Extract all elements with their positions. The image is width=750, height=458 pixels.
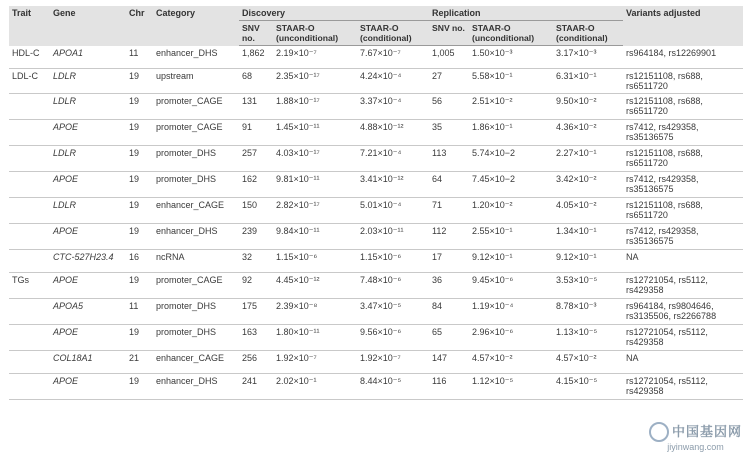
cell-trait bbox=[9, 146, 50, 172]
cell-replication-snv: 56 bbox=[429, 94, 469, 120]
cell-discovery-conditional: 1.92×10⁻⁷ bbox=[357, 351, 429, 374]
cell-replication-snv: 1,005 bbox=[429, 46, 469, 69]
cell-variants-adjusted: rs12721054, rs5112, rs429358 bbox=[623, 325, 743, 351]
cell-discovery-unconditional: 2.82×10⁻¹⁷ bbox=[273, 198, 357, 224]
cell-discovery-unconditional: 4.03×10⁻¹⁷ bbox=[273, 146, 357, 172]
table-row bbox=[9, 146, 743, 172]
cell-trait bbox=[9, 351, 50, 374]
cell-discovery-conditional: 3.47×10⁻⁵ bbox=[357, 299, 429, 325]
cell-discovery-unconditional: 2.39×10⁻⁸ bbox=[273, 299, 357, 325]
cell-trait bbox=[9, 198, 50, 224]
cell-replication-snv: 112 bbox=[429, 224, 469, 250]
table-row bbox=[9, 46, 743, 69]
cell-variants-adjusted: rs12721054, rs5112, rs429358 bbox=[623, 273, 743, 299]
header-trait: Trait bbox=[9, 6, 50, 46]
cell-chr: 11 bbox=[126, 299, 153, 325]
cell-replication-conditional: 6.31×10⁻¹ bbox=[553, 69, 623, 94]
table-header bbox=[9, 6, 743, 46]
cell-replication-conditional: 3.42×10⁻² bbox=[553, 172, 623, 198]
cell-discovery-unconditional: 4.45×10⁻¹² bbox=[273, 273, 357, 299]
cell-discovery-conditional: 7.21×10⁻⁴ bbox=[357, 146, 429, 172]
cell-trait: LDL-C bbox=[9, 69, 50, 94]
header-replication-snv: SNV no. bbox=[429, 21, 469, 46]
cell-replication-snv: 17 bbox=[429, 250, 469, 273]
cell-discovery-snv: 68 bbox=[239, 69, 273, 94]
cell-gene: LDLR bbox=[50, 69, 126, 94]
table-row bbox=[9, 325, 743, 351]
cell-replication-unconditional: 1.19×10⁻⁴ bbox=[469, 299, 553, 325]
cell-replication-snv: 27 bbox=[429, 69, 469, 94]
cell-replication-snv: 113 bbox=[429, 146, 469, 172]
cell-discovery-snv: 256 bbox=[239, 351, 273, 374]
header-variants-adjusted: Variants adjusted bbox=[623, 6, 743, 46]
cell-chr: 11 bbox=[126, 46, 153, 69]
watermark bbox=[649, 421, 742, 452]
cell-replication-snv: 116 bbox=[429, 374, 469, 400]
cell-variants-adjusted: rs964184, rs9804646, rs3135506, rs2266788 bbox=[623, 299, 743, 325]
cell-variants-adjusted: rs12151108, rs688, rs6511720 bbox=[623, 69, 743, 94]
cell-discovery-conditional: 5.01×10⁻⁴ bbox=[357, 198, 429, 224]
cell-category: enhancer_DHS bbox=[153, 46, 239, 69]
cell-discovery-unconditional: 2.35×10⁻¹⁷ bbox=[273, 69, 357, 94]
cell-discovery-snv: 92 bbox=[239, 273, 273, 299]
header-discovery: Discovery bbox=[239, 6, 429, 21]
header-chr: Chr bbox=[126, 6, 153, 46]
cell-trait bbox=[9, 172, 50, 198]
cell-trait bbox=[9, 374, 50, 400]
cell-variants-adjusted: NA bbox=[623, 250, 743, 273]
cell-discovery-conditional: 1.15×10⁻⁶ bbox=[357, 250, 429, 273]
header-discovery-conditional: STAAR-O (conditional) bbox=[357, 21, 429, 46]
cell-discovery-conditional: 3.41×10⁻¹² bbox=[357, 172, 429, 198]
cell-gene: APOE bbox=[50, 273, 126, 299]
cell-discovery-conditional: 2.03×10⁻¹¹ bbox=[357, 224, 429, 250]
cell-replication-conditional: 4.05×10⁻² bbox=[553, 198, 623, 224]
cell-replication-snv: 65 bbox=[429, 325, 469, 351]
cell-variants-adjusted: rs12721054, rs5112, rs429358 bbox=[623, 374, 743, 400]
cell-discovery-snv: 150 bbox=[239, 198, 273, 224]
cell-chr: 19 bbox=[126, 69, 153, 94]
cell-replication-conditional: 2.27×10⁻¹ bbox=[553, 146, 623, 172]
cell-trait bbox=[9, 325, 50, 351]
cell-gene: COL18A1 bbox=[50, 351, 126, 374]
cell-discovery-conditional: 4.24×10⁻⁴ bbox=[357, 69, 429, 94]
cell-chr: 19 bbox=[126, 172, 153, 198]
cell-gene: CTC-527H23.4 bbox=[50, 250, 126, 273]
cell-gene: APOE bbox=[50, 120, 126, 146]
cell-category: promoter_CAGE bbox=[153, 273, 239, 299]
cell-replication-unconditional: 5.58×10⁻¹ bbox=[469, 69, 553, 94]
cell-replication-conditional: 1.13×10⁻⁵ bbox=[553, 325, 623, 351]
cell-replication-conditional: 4.15×10⁻⁵ bbox=[553, 374, 623, 400]
cell-gene: APOE bbox=[50, 374, 126, 400]
cell-replication-conditional: 4.36×10⁻² bbox=[553, 120, 623, 146]
cell-discovery-unconditional: 1.88×10⁻¹⁷ bbox=[273, 94, 357, 120]
cell-gene: APOA1 bbox=[50, 46, 126, 69]
cell-discovery-unconditional: 1.15×10⁻⁶ bbox=[273, 250, 357, 273]
cell-discovery-unconditional: 2.02×10⁻¹ bbox=[273, 374, 357, 400]
table-row bbox=[9, 299, 743, 325]
cell-replication-snv: 84 bbox=[429, 299, 469, 325]
cell-replication-conditional: 4.57×10⁻² bbox=[553, 351, 623, 374]
cell-replication-unconditional: 1.50×10⁻³ bbox=[469, 46, 553, 69]
cell-replication-unconditional: 7.45×10−2 bbox=[469, 172, 553, 198]
watermark-logo-icon bbox=[649, 422, 669, 442]
cell-replication-unconditional: 2.55×10⁻¹ bbox=[469, 224, 553, 250]
cell-trait bbox=[9, 250, 50, 273]
cell-discovery-conditional: 3.37×10⁻⁴ bbox=[357, 94, 429, 120]
cell-chr: 19 bbox=[126, 120, 153, 146]
table-row bbox=[9, 374, 743, 400]
cell-gene: LDLR bbox=[50, 94, 126, 120]
cell-category: promoter_CAGE bbox=[153, 120, 239, 146]
cell-chr: 19 bbox=[126, 224, 153, 250]
header-replication-unconditional: STAAR-O (unconditional) bbox=[469, 21, 553, 46]
cell-category: promoter_CAGE bbox=[153, 94, 239, 120]
table-row bbox=[9, 198, 743, 224]
cell-replication-unconditional: 9.12×10⁻¹ bbox=[469, 250, 553, 273]
cell-trait bbox=[9, 94, 50, 120]
cell-variants-adjusted: rs12151108, rs688, rs6511720 bbox=[623, 146, 743, 172]
cell-replication-unconditional: 1.12×10⁻⁵ bbox=[469, 374, 553, 400]
cell-discovery-snv: 162 bbox=[239, 172, 273, 198]
cell-replication-conditional: 3.53×10⁻⁵ bbox=[553, 273, 623, 299]
cell-discovery-unconditional: 1.92×10⁻⁷ bbox=[273, 351, 357, 374]
cell-replication-snv: 147 bbox=[429, 351, 469, 374]
cell-category: enhancer_CAGE bbox=[153, 351, 239, 374]
cell-replication-unconditional: 9.45×10⁻⁶ bbox=[469, 273, 553, 299]
cell-gene: LDLR bbox=[50, 198, 126, 224]
cell-discovery-snv: 1,862 bbox=[239, 46, 273, 69]
cell-trait bbox=[9, 224, 50, 250]
cell-category: promoter_DHS bbox=[153, 146, 239, 172]
cell-discovery-snv: 163 bbox=[239, 325, 273, 351]
table-row bbox=[9, 351, 743, 374]
cell-replication-unconditional: 1.86×10⁻¹ bbox=[469, 120, 553, 146]
cell-replication-snv: 35 bbox=[429, 120, 469, 146]
cell-trait: HDL-C bbox=[9, 46, 50, 69]
cell-discovery-snv: 175 bbox=[239, 299, 273, 325]
cell-discovery-conditional: 7.67×10⁻⁷ bbox=[357, 46, 429, 69]
cell-chr: 16 bbox=[126, 250, 153, 273]
table-row bbox=[9, 172, 743, 198]
header-discovery-unconditional: STAAR-O (unconditional) bbox=[273, 21, 357, 46]
table-row bbox=[9, 69, 743, 94]
cell-variants-adjusted: rs12151108, rs688, rs6511720 bbox=[623, 94, 743, 120]
cell-variants-adjusted: rs964184, rs12269901 bbox=[623, 46, 743, 69]
header-replication: Replication bbox=[429, 6, 623, 21]
cell-trait bbox=[9, 299, 50, 325]
cell-category: promoter_DHS bbox=[153, 172, 239, 198]
cell-discovery-unconditional: 2.19×10⁻⁷ bbox=[273, 46, 357, 69]
table-body bbox=[9, 46, 743, 400]
cell-discovery-unconditional: 9.84×10⁻¹¹ bbox=[273, 224, 357, 250]
cell-replication-unconditional: 2.96×10⁻⁶ bbox=[469, 325, 553, 351]
cell-gene: LDLR bbox=[50, 146, 126, 172]
cell-category: promoter_DHS bbox=[153, 325, 239, 351]
cell-replication-conditional: 9.12×10⁻¹ bbox=[553, 250, 623, 273]
cell-chr: 19 bbox=[126, 146, 153, 172]
cell-discovery-snv: 239 bbox=[239, 224, 273, 250]
cell-category: enhancer_DHS bbox=[153, 224, 239, 250]
cell-replication-unconditional: 2.51×10⁻² bbox=[469, 94, 553, 120]
cell-replication-snv: 64 bbox=[429, 172, 469, 198]
cell-chr: 19 bbox=[126, 374, 153, 400]
cell-trait bbox=[9, 120, 50, 146]
cell-discovery-unconditional: 1.80×10⁻¹¹ bbox=[273, 325, 357, 351]
cell-category: ncRNA bbox=[153, 250, 239, 273]
cell-gene: APOA5 bbox=[50, 299, 126, 325]
cell-replication-conditional: 9.50×10⁻² bbox=[553, 94, 623, 120]
cell-chr: 19 bbox=[126, 94, 153, 120]
watermark-title: 中国基因网 bbox=[671, 424, 742, 440]
cell-trait: TGs bbox=[9, 273, 50, 299]
cell-gene: APOE bbox=[50, 172, 126, 198]
cell-chr: 19 bbox=[126, 325, 153, 351]
cell-discovery-snv: 257 bbox=[239, 146, 273, 172]
cell-replication-conditional: 8.78×10⁻³ bbox=[553, 299, 623, 325]
results-table-container bbox=[9, 6, 743, 400]
cell-variants-adjusted: rs7412, rs429358, rs35136575 bbox=[623, 120, 743, 146]
cell-variants-adjusted: rs12151108, rs688, rs6511720 bbox=[623, 198, 743, 224]
cell-replication-unconditional: 4.57×10⁻² bbox=[469, 351, 553, 374]
table-row bbox=[9, 94, 743, 120]
cell-replication-unconditional: 1.20×10⁻² bbox=[469, 198, 553, 224]
header-replication-conditional: STAAR-O (conditional) bbox=[553, 21, 623, 46]
cell-discovery-conditional: 9.56×10⁻⁶ bbox=[357, 325, 429, 351]
cell-gene: APOE bbox=[50, 325, 126, 351]
cell-replication-conditional: 1.34×10⁻¹ bbox=[553, 224, 623, 250]
cell-chr: 19 bbox=[126, 273, 153, 299]
cell-variants-adjusted: NA bbox=[623, 351, 743, 374]
cell-discovery-snv: 91 bbox=[239, 120, 273, 146]
header-discovery-snv: SNV no. bbox=[239, 21, 273, 46]
cell-variants-adjusted: rs7412, rs429358, rs35136575 bbox=[623, 172, 743, 198]
table-row bbox=[9, 120, 743, 146]
cell-discovery-conditional: 7.48×10⁻⁶ bbox=[357, 273, 429, 299]
cell-discovery-unconditional: 9.81×10⁻¹¹ bbox=[273, 172, 357, 198]
cell-discovery-conditional: 4.88×10⁻¹² bbox=[357, 120, 429, 146]
header-category: Category bbox=[153, 6, 239, 46]
cell-gene: APOE bbox=[50, 224, 126, 250]
cell-discovery-conditional: 8.44×10⁻⁵ bbox=[357, 374, 429, 400]
cell-category: enhancer_DHS bbox=[153, 374, 239, 400]
cell-variants-adjusted: rs7412, rs429358, rs35136575 bbox=[623, 224, 743, 250]
cell-chr: 19 bbox=[126, 198, 153, 224]
cell-replication-conditional: 3.17×10⁻³ bbox=[553, 46, 623, 69]
table-row bbox=[9, 224, 743, 250]
cell-category: promoter_DHS bbox=[153, 299, 239, 325]
watermark-url: jiyinwang.com bbox=[667, 442, 724, 452]
cell-discovery-snv: 32 bbox=[239, 250, 273, 273]
table-row bbox=[9, 250, 743, 273]
header-gene: Gene bbox=[50, 6, 126, 46]
cell-replication-snv: 36 bbox=[429, 273, 469, 299]
table-row bbox=[9, 273, 743, 299]
cell-discovery-unconditional: 1.45×10⁻¹¹ bbox=[273, 120, 357, 146]
cell-discovery-snv: 131 bbox=[239, 94, 273, 120]
cell-category: enhancer_CAGE bbox=[153, 198, 239, 224]
cell-replication-snv: 71 bbox=[429, 198, 469, 224]
cell-replication-unconditional: 5.74×10−2 bbox=[469, 146, 553, 172]
results-table bbox=[9, 6, 743, 400]
cell-chr: 21 bbox=[126, 351, 153, 374]
cell-category: upstream bbox=[153, 69, 239, 94]
cell-discovery-snv: 241 bbox=[239, 374, 273, 400]
